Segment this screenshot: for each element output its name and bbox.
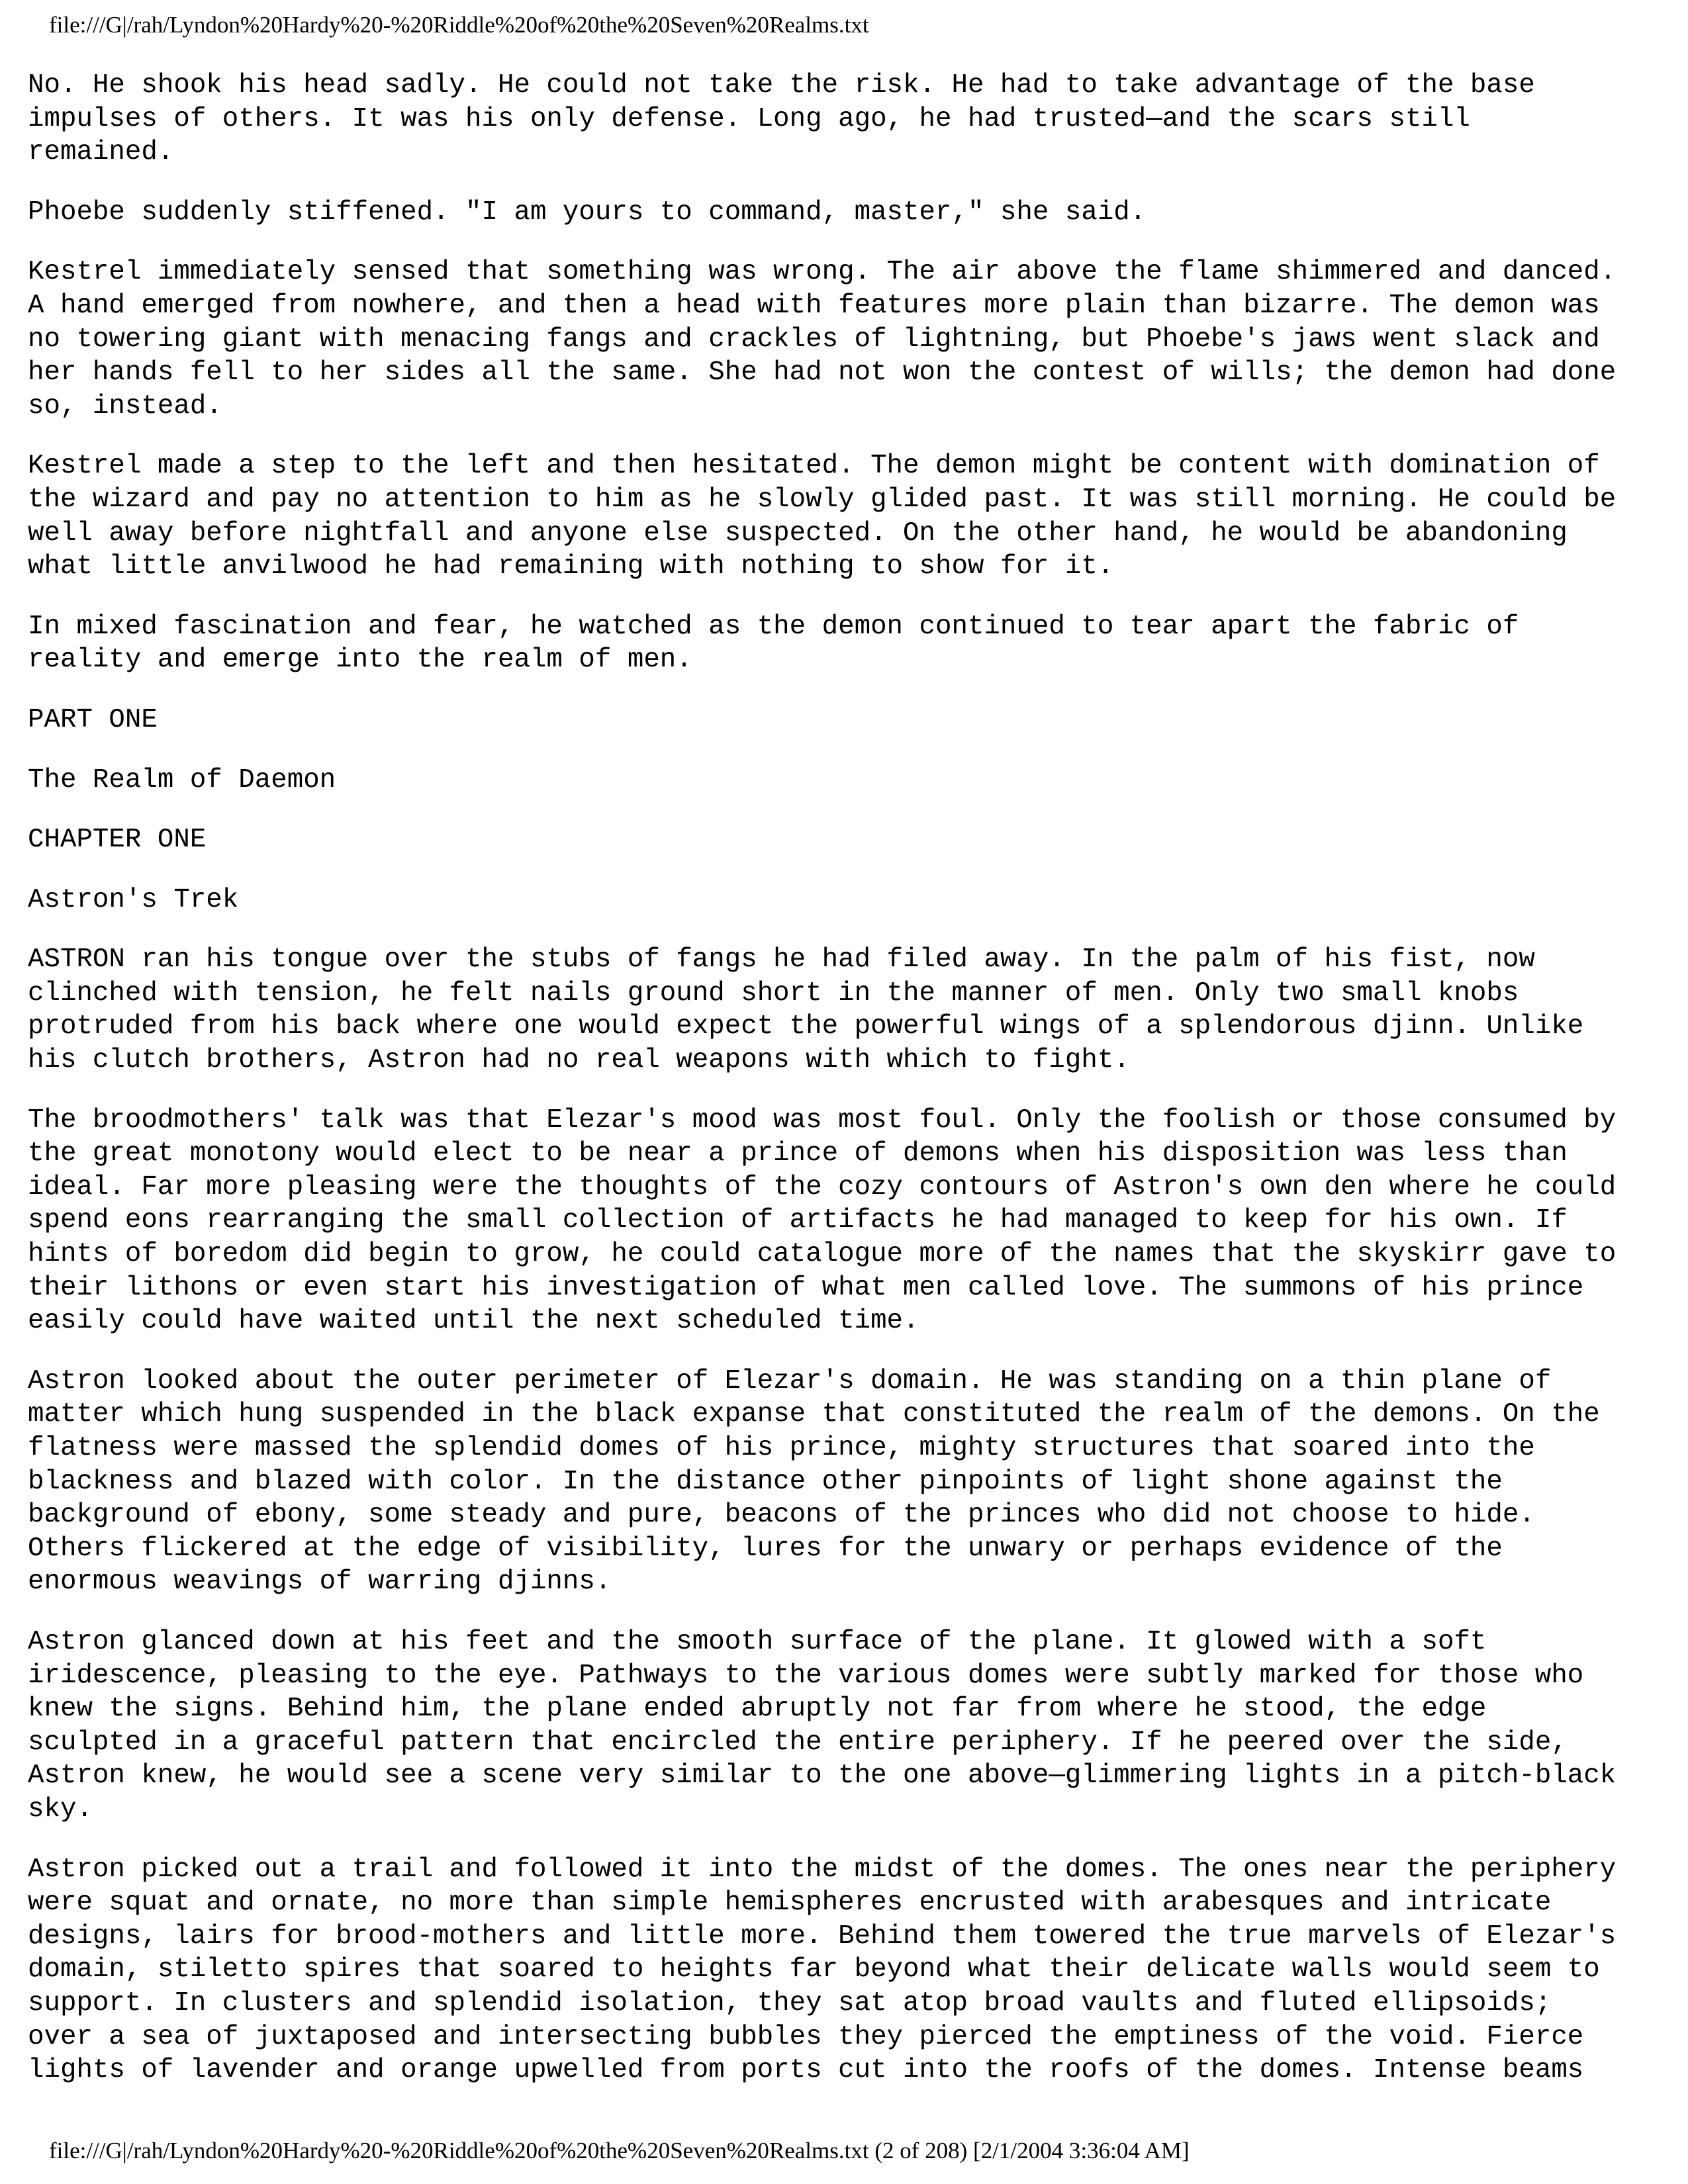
paragraph: Kestrel immediately sensed that something was wrong. The air above the flame shimmered and danced. A hand emerged from nowhere, and then a head with features more plain than bizarre. The demon was no towering giant with menacing fangs and crackles of lightning, but Phoebe's jaws went slack and her hands fell to her sides all the same. She had not won the contest of wills; the demon had done so, instead.	[28, 257, 1617, 422]
chapter-title: Astron's Trek	[28, 884, 239, 915]
paragraph: Kestrel made a step to the left and then hesitated. The demon might be content with domination of the wizard and pay no attention to him as he slowly glided past. It was still morning. He could be well away before nightfall and anyone else suspected. On the other hand, he would be abandoning what little anvilwood he had remaining with nothing to show for it.	[28, 451, 1617, 582]
page-header-path: file:///G|/rah/Lyndon%20Hardy%20-%20Riddle%20of%20the%20Seven%20Realms.txt	[49, 12, 869, 38]
paragraph: Astron looked about the outer perimeter of Elezar's domain. He was standing on a thin plane of matter which hung suspended in the black expanse that constituted the realm of the demons. On the flatness were massed the splendid domes of his prince, mighty structures that soared into the blackness and blazed with color. In the distance other pinpoints of light shone against the background of ebony, some steady and pure, beacons of the princes who did not choose to hide. Others flickered at the edge of visibility, lures for the unwary or perhaps evidence of the enormous weavings of warring djinns.	[28, 1365, 1600, 1598]
paragraph: The broodmothers' talk was that Elezar's mood was most foul. Only the foolish or those consumed by the great monotony would elect to be near a prince of demons when his disposition was less than ideal. Far more pleasing were the thoughts of the cozy contours of Astron's own den where he could spend eons rearranging the small collection of artifacts he had managed to keep for his own. If hints of boredom did begin to grow, he could catalogue more of the names that the skyskirr gave to their lithons or even start his investigation of what men called love. The summons of his prince easily could have waited until the next scheduled time.	[28, 1105, 1617, 1337]
part-heading: PART ONE	[28, 704, 158, 735]
paragraph: ASTRON ran his tongue over the stubs of fangs he had filed away. In the palm of his fist, now clinched with tension, he felt nails ground short in the manner of men. Only two small knobs protruded from his back where one would expect the powerful wings of a splendorous djinn. Unlike his clutch brothers, Astron had no real weapons with which to fight.	[28, 944, 1584, 1076]
paragraph: Astron glanced down at his feet and the smooth surface of the plane. It glowed with a soft iridescence, pleasing to the eye. Pathways to the various domes were subtly marked for those who knew the signs. Behind him, the plane ended abruptly not far from where he stood, the edge sculpted in a graceful pattern that encircled the entire periphery. If he peered over the side, Astron knew, he would see a scene very similar to the one above—glimmering lights in a pitch-black sky.	[28, 1626, 1617, 1825]
paragraph: In mixed fascination and fear, he watched as the demon continued to tear apart the fabric of reality and emerge into the realm of men.	[28, 611, 1519, 676]
paragraph: Astron picked out a trail and followed it into the midst of the domes. The ones near the periphery were squat and ornate, no more than simple hemispheres encrusted with arabesques and intricate designs, lairs for brood-mothers and little more. Behind them towered the true marvels of Elezar's domain, stiletto spires that soared to heights far beyond what their delicate walls would seem to support. In clusters and splendid isolation, they sat atop broad vaults and fluted ellipsoids; over a sea of juxtaposed and intersecting bubbles they pierced the emptiness of the void. Fierce lights of lavender and orange upwelled from ports cut into the roofs of the domes. Intense beams	[28, 1854, 1617, 2086]
paragraph: No. He shook his head sadly. He could not take the risk. He had to take advantage of the base impulses of others. It was his only defense. Long ago, he had trusted—and the scars still remained.	[28, 70, 1535, 168]
part-title: The Realm of Daemon	[28, 764, 336, 796]
paragraph: Phoebe suddenly stiffened. "I am yours to command, master," she said.	[28, 197, 1147, 228]
page-footer: file:///G|/rah/Lyndon%20Hardy%20-%20Riddle%20of%20the%20Seven%20Realms.txt (2 of 208) [2/1/2004 3:36:04 AM]	[49, 2138, 1190, 2163]
chapter-heading: CHAPTER ONE	[28, 825, 207, 856]
document-body	[28, 69, 1663, 2114]
